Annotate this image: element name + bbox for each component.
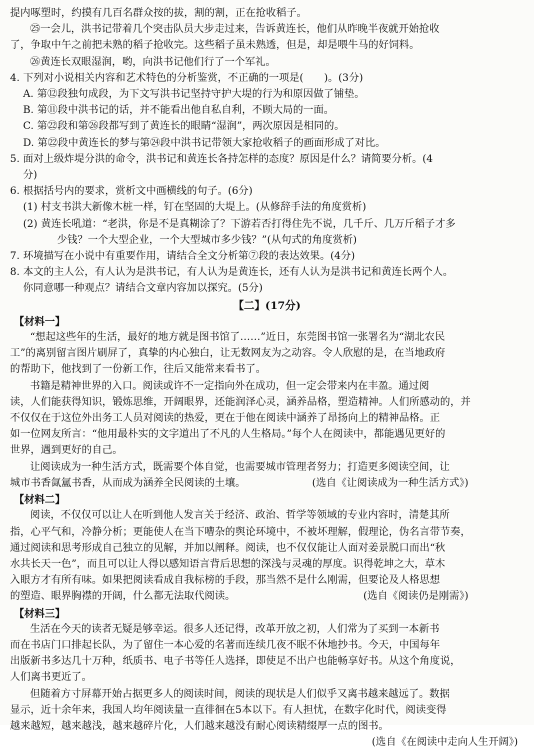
text-line: 如一位网友所言：“他用最朴实的文字道出了不凡的人生格局。”每个人在阅读中，都能遇见更好的 [10, 429, 446, 441]
text-line: (1) 村支书洪大新像木桩一样，钉在坚固的大堤上。(从修辞手法的角度赏析) [23, 202, 367, 214]
text-line: 的塑造、眼界胸襟的开阔，什么都无法取代阅读。 (选自《阅读仍是刚需》) [10, 591, 469, 603]
text-line: 世界，遇到更好的自己。 [10, 445, 123, 457]
text-line: 6. 根据括号内的要求，赏析文中画横线的句子。(6分) [10, 186, 253, 198]
text-line: C. 第㉒段和第㉖段都写到了黄连长的眼睛“湿润”，两次原因是相同的。 [23, 121, 345, 133]
text-line: 读，人们能获得知识，锻炼思维，开阔眼界，还能润泽心灵，涵养品格，塑造精神。人们所感动的，并 [10, 396, 471, 408]
text-line: 书籍是精神世界的入口。阅读或许不一定指向外在成功，但一定会带来内在丰盈。通过阅 [30, 380, 430, 392]
text-line: 而在书店门口排起长队，为了留住一本心爱的名著而连续几夜不眠不休地抄书。今天，中国每年 [10, 639, 440, 651]
text-line: 5. 面对上级炸堤分洪的命令，洪书记和黄连长各持怎样的态度？原因是什么？请简要分析。(4 [10, 153, 433, 165]
text-line: 少钱？一个大型企业，一个大型城市多少钱？”(从句式的角度赏析) [57, 234, 357, 246]
text-line: 【二】(17分) [233, 299, 301, 312]
text-line: D. 第㉒段中黄连长的梦与第㉔段中洪书记带领大家抢收稻子的画面形成了对比。 [23, 137, 386, 149]
text-line: A. 第⑫段独句成段，为下文写洪书记坚持守护大堤的行为和原因做了铺垫。 [23, 89, 365, 101]
text-line: 了，争取中午之前把未熟的稻子抢收完。这些稻子虽未熟透，但是，却是喂牛马的好饲料。 [10, 40, 420, 52]
text-line: 出版新书多达几十万种，纸质书、电子书等任人选择，即使足不出户也能畅享好书。从这个角度说， [10, 656, 461, 668]
text-line: ㉕一会儿，洪书记带着几个突击队员大步走过来，告诉黄连长，他们从昨晚半夜就开始抢收 [30, 24, 440, 36]
text-line: 显示，近十余年来，我国人均年阅读量一直徘徊在5本以下。有人担忧，在数字化时代，阅读变得 [10, 704, 447, 716]
text-line: B. 第⑪段中洪书记的话，并不能看出他自私自利，不顾大局的一面。 [23, 105, 334, 117]
text-line: 让阅读成为一种生活方式，既需要个体自觉，也需要城市管理者努力；打造更多阅读空间，让 [30, 461, 450, 473]
text-line: (选自《在阅读中走向人生开阔》) [371, 737, 518, 749]
text-line: 不仅仅在于这位外出务工人员对阅读的热爱，更在于他在阅读中涵养了昂扬向上的精神品格。正 [10, 413, 440, 425]
text-line: 的帮助下，他找到了一份新工作，往后又能常来看书了。 [10, 364, 266, 376]
text-line: 你同意哪一种观点？请结合文章内容加以探究。(5分) [23, 283, 263, 295]
text-line: 阅读，不仅仅可以让人在听到他人发言关于经济、政治、哲学等领域的专业内容时，清楚其所 [30, 510, 450, 522]
text-line: 通过阅读和思考形成自己独立的见解，并加以阐释。阅读，也不仅仅能让人面对姜景脱口而出“秋 [10, 542, 446, 554]
text-line: 8. 本文的主人公，有人认为是洪书记，有人认为是黄连长，还有人认为是洪书记和黄连长两个人。 [10, 267, 454, 279]
text-line: 7. 环境描写在小说中有重要作用，请结合全文分析第⑦段的表达效果。(4分) [10, 251, 356, 263]
text-line: 提内啄塑时，约摸有几百名群众按的拔，割的割，正在抢收稻子。 [10, 8, 307, 19]
text-line: 入眼方才有所有味。如果把阅读看成自我标榜的手段，那当然不是什么刚需，但要论及人格思想 [10, 575, 440, 587]
text-line: 城市书香氤氲书香，从而成为涵养全民阅读的土壤。 (选自《让阅读成为一种生活方式》) [10, 477, 469, 489]
text-line: 工”的离别留言图片刷屏了，真挚的内心独白，让无数网友为之动容。令人欣慰的是，在当地政府 [10, 348, 446, 360]
text-line: 【材料三】 [14, 607, 66, 620]
text-line: 4. 下列对小说相关内容和艺术特色的分析鉴赏，不正确的一项是( )。(3分) [10, 72, 364, 84]
text-line: “想起这些年的生活，最好的地方就是图书馆了……”近日，东莞图书馆一张署名为“湖北农民 [30, 332, 446, 344]
text-line: 【材料二】 [14, 494, 66, 507]
text-line: 指，心平气和，冷静分析；更能使人在当下嘈杂的舆论环境中，不被坏理解，假理论，伪名言带节奏， [10, 526, 471, 538]
exam-text [10, 6, 524, 751]
text-line: 越来越短，越来越浅，越来越碎片化，人们越来越没有耐心阅读精缀厚一点的图书。 [10, 720, 389, 732]
text-line: ㉖黄连长双眼湿润，哟，向洪书记他们行了一个军礼。 [30, 56, 276, 68]
text-line: 人们离书更近了。 [10, 672, 92, 684]
text-line: 但随着方寸屏幕开始占据更多人的阅读时间，阅读的现状是人们似乎又离书越来越远了。数据 [30, 688, 450, 700]
text-line: 【材料一】 [14, 315, 66, 328]
text-line: 分) [23, 170, 38, 182]
text-line: 水共长天一色”，而且可以让人得以感知语言背后思想的深浅与灵魂的厚度。识得乾坤之大，草木 [10, 558, 446, 570]
text-line: 生活在今天的读者无疑是够幸运。很多人还记得，改革开放之初，人们常为了买到一本新书 [30, 623, 440, 635]
text-line: (2) 黄连长吼道：“老洪，你是不是真糊涂了？下游若否打得住先不说，几千斤、几万斤稻子才多 [23, 218, 456, 230]
